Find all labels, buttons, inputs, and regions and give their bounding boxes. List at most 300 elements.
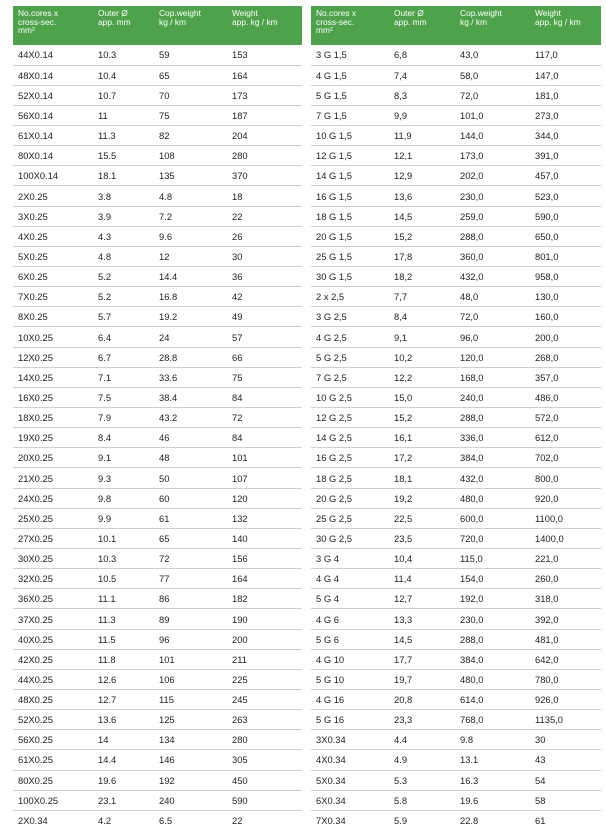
cell-weight: 204	[227, 126, 302, 146]
table-row	[13, 367, 302, 387]
header-weight: Weight app. kg / km	[227, 6, 302, 45]
cell-copper-weight: 22.8	[460, 815, 479, 827]
header-cores-cross-section: No.cores x cross-sec. mm²	[13, 6, 93, 45]
cell-outer-diameter: 7,4	[389, 65, 455, 85]
cell-copper-weight: 134	[154, 730, 227, 750]
cell-weight: 22	[227, 206, 302, 226]
table-row	[13, 186, 302, 206]
cell-outer-diameter: 15,2	[389, 226, 455, 246]
cell-copper-weight: 230,0	[455, 186, 530, 206]
header-weight: Weight app. kg / km	[530, 6, 601, 45]
cell-copper-weight: 600,0	[455, 508, 530, 528]
cell-cores-cross-section: 10X0.25	[13, 327, 93, 347]
cell-weight: 190	[227, 609, 302, 629]
cell-copper-weight: 43.2	[154, 408, 227, 428]
table-row	[13, 730, 302, 750]
table-row	[13, 589, 302, 609]
cell-cores-cross-section: 10 G 1,5	[311, 126, 389, 146]
cell-cores-cross-section: 48X0.25	[13, 690, 93, 710]
cell-outer-diameter: 5.3	[389, 770, 455, 790]
table-row	[13, 347, 302, 367]
cell-copper-weight: 38.4	[154, 387, 227, 407]
cell-copper-weight: 16.8	[154, 287, 227, 307]
cell-cores-cross-section: 3X0.34	[311, 730, 389, 750]
cell-weight: 211	[227, 649, 302, 669]
cell-outer-diameter: 4.9	[389, 750, 455, 770]
cell-weight: 1400,0	[530, 528, 601, 548]
cell-outer-diameter: 4.4	[389, 730, 455, 750]
cell-copper-weight: 14.4	[154, 267, 227, 287]
cell-cores-cross-section: 25 G 2,5	[311, 508, 389, 528]
cell-copper-weight: 120,0	[455, 347, 530, 367]
cell-cores-cross-section: 14 G 2,5	[311, 428, 389, 448]
cell-weight: 181,0	[530, 85, 601, 105]
cell-copper-weight: 480,0	[455, 669, 530, 689]
table-row	[13, 246, 302, 266]
cell-outer-diameter: 4.8	[93, 246, 154, 266]
cell-copper-weight: 106	[154, 669, 227, 689]
table-row	[311, 508, 601, 528]
cell-cores-cross-section: 3 G 1,5	[311, 45, 389, 65]
cell-cores-cross-section: 5X0.25	[13, 246, 93, 266]
cell-outer-diameter: 10.7	[93, 85, 154, 105]
cell-cores-cross-section: 5 G 1,5	[311, 85, 389, 105]
cell-cores-cross-section: 80X0.14	[13, 146, 93, 166]
table-row	[311, 790, 601, 810]
cell-copper-weight: 230,0	[455, 609, 530, 629]
cell-weight: 225	[227, 669, 302, 689]
cell-cores-cross-section: 4X0.34	[311, 750, 389, 770]
cell-copper-weight: 360,0	[455, 246, 530, 266]
cell-cores-cross-section: 12 G 1,5	[311, 146, 389, 166]
cell-weight: 36	[227, 267, 302, 287]
cell-cores-cross-section: 12 G 2,5	[311, 408, 389, 428]
cell-outer-diameter: 23,5	[389, 528, 455, 548]
cell-copper-weight: 614,0	[455, 690, 530, 710]
cell-outer-diameter: 5.9	[394, 815, 408, 827]
cell-cores-cross-section: 14 G 1,5	[311, 166, 389, 186]
cell-weight: 173	[227, 85, 302, 105]
table-row	[311, 690, 601, 710]
cell-weight: 26	[227, 226, 302, 246]
cell-copper-weight: 72	[154, 549, 227, 569]
cell-outer-diameter: 7,7	[389, 287, 455, 307]
table-row	[311, 246, 601, 266]
table-row	[13, 690, 302, 710]
cell-copper-weight: 48,0	[455, 287, 530, 307]
cell-copper-weight: 12	[154, 246, 227, 266]
cell-outer-diameter: 10.3	[93, 549, 154, 569]
cell-weight: 263	[227, 710, 302, 730]
cell-copper-weight: 6.5	[159, 815, 173, 827]
cell-weight: 780,0	[530, 669, 601, 689]
cell-cores-cross-section: 16 G 2,5	[311, 448, 389, 468]
cell-copper-weight: 202,0	[455, 166, 530, 186]
cell-copper-weight: 59	[154, 45, 227, 65]
table-row	[311, 770, 601, 790]
table-body-right	[311, 45, 601, 830]
table-row	[13, 710, 302, 730]
cell-weight: 84	[227, 387, 302, 407]
cell-outer-diameter: 10.3	[93, 45, 154, 65]
cell-copper-weight: 72,0	[455, 85, 530, 105]
table-row	[311, 649, 601, 669]
cell-outer-diameter: 11,9	[389, 126, 455, 146]
cell-cores-cross-section: 100X0.25	[13, 790, 93, 810]
cell-outer-diameter: 12,2	[389, 367, 455, 387]
cell-copper-weight: 60	[154, 488, 227, 508]
cell-copper-weight: 480,0	[455, 488, 530, 508]
cell-copper-weight: 65	[154, 528, 227, 548]
table-row	[13, 810, 302, 830]
header-copper-weight: Cop.weight kg / km	[154, 6, 227, 45]
cell-cores-cross-section: 40X0.25	[13, 629, 93, 649]
table-row	[311, 307, 601, 327]
cell-copper-weight: 75	[154, 105, 227, 125]
cell-outer-diameter: 14,5	[389, 206, 455, 226]
cell-cores-cross-section: 4 G 16	[311, 690, 389, 710]
cell-weight: 486,0	[530, 387, 601, 407]
cell-outer-diameter: 19,7	[389, 669, 455, 689]
cell-copper-weight: 336,0	[455, 428, 530, 448]
cell-cores-cross-section: 18X0.25	[13, 408, 93, 428]
cell-cores-cross-section: 20 G 2,5	[311, 488, 389, 508]
cell-weight: 457,0	[530, 166, 601, 186]
cell-weight: 800,0	[530, 468, 601, 488]
cell-copper-weight: 82	[154, 126, 227, 146]
cell-outer-diameter: 23,3	[389, 710, 455, 730]
cell-outer-diameter: 14,5	[389, 629, 455, 649]
cell-outer-diameter: 6.4	[93, 327, 154, 347]
table-row	[13, 85, 302, 105]
cell-cores-cross-section: 4 G 6	[311, 609, 389, 629]
cell-cores-cross-section: 37X0.25	[13, 609, 93, 629]
cell-outer-diameter: 12,9	[389, 166, 455, 186]
cell-cores-cross-section: 30 G 2,5	[311, 528, 389, 548]
table-row	[13, 448, 302, 468]
cell-copper-weight: 135	[154, 166, 227, 186]
table-row	[311, 45, 601, 65]
table-row	[311, 810, 601, 830]
cell-copper-weight: 50	[154, 468, 227, 488]
cell-outer-diameter: 9.1	[93, 448, 154, 468]
table-row	[13, 549, 302, 569]
cell-copper-weight: 144,0	[455, 126, 530, 146]
cell-weight: 280	[227, 730, 302, 750]
cell-cores-cross-section: 14X0.25	[13, 367, 93, 387]
cable-table-right	[311, 6, 601, 830]
cell-copper-weight: 61	[154, 508, 227, 528]
cell-outer-diameter: 19,2	[389, 488, 455, 508]
cell-copper-weight: 70	[154, 85, 227, 105]
cell-outer-diameter: 12,7	[389, 589, 455, 609]
table-row	[311, 186, 601, 206]
table-row	[13, 629, 302, 649]
cell-cores-cross-section: 4 G 2,5	[311, 327, 389, 347]
cell-weight: 72	[227, 408, 302, 428]
table-row	[13, 146, 302, 166]
cell-outer-diameter: 22,5	[389, 508, 455, 528]
cell-weight: 66	[227, 347, 302, 367]
cell-cores-cross-section: 5 G 6	[311, 629, 389, 649]
cell-weight: 612,0	[530, 428, 601, 448]
cell-cores-cross-section: 80X0.25	[13, 770, 93, 790]
cell-cores-cross-section: 16 G 1,5	[311, 186, 389, 206]
table-row	[311, 629, 601, 649]
cell-weight: 221,0	[530, 549, 601, 569]
table-row	[311, 347, 601, 367]
cell-cores-cross-section: 7 G 1,5	[311, 105, 389, 125]
cell-cores-cross-section: 61X0.25	[13, 750, 93, 770]
cell-cores-cross-section: 7X0.25	[13, 287, 93, 307]
cell-copper-weight: 154,0	[455, 569, 530, 589]
cell-cores-cross-section: 52X0.14	[13, 85, 93, 105]
cell-cores-cross-section: 20 G 1,5	[311, 226, 389, 246]
cell-copper-weight: 115,0	[455, 549, 530, 569]
cell-weight: 130,0	[530, 287, 601, 307]
cell-weight: 147,0	[530, 65, 601, 85]
cell-copper-weight: 24	[154, 327, 227, 347]
table-row	[13, 226, 302, 246]
cell-weight: 344,0	[530, 126, 601, 146]
cell-outer-diameter: 10.1	[93, 528, 154, 548]
table-row	[13, 408, 302, 428]
table-row	[311, 408, 601, 428]
cell-outer-diameter: 12.6	[93, 669, 154, 689]
cell-outer-diameter: 15,0	[389, 387, 455, 407]
cell-weight: 22	[232, 815, 243, 827]
table-row	[13, 166, 302, 186]
cell-weight: 30	[530, 730, 601, 750]
table-row	[13, 105, 302, 125]
table-row	[311, 589, 601, 609]
table-row	[13, 267, 302, 287]
cell-outer-diameter: 9.8	[93, 488, 154, 508]
cell-weight: 370	[227, 166, 302, 186]
cell-cores-cross-section: 7 G 2,5	[311, 367, 389, 387]
cell-cores-cross-section: 4 G 1,5	[311, 65, 389, 85]
cell-copper-weight: 384,0	[455, 649, 530, 669]
cell-copper-weight: 72,0	[455, 307, 530, 327]
cell-weight: 75	[227, 367, 302, 387]
table-row	[311, 287, 601, 307]
cell-outer-diameter: 13,6	[389, 186, 455, 206]
table-row	[311, 226, 601, 246]
cell-cores-cross-section: 25X0.25	[13, 508, 93, 528]
cell-weight: 392,0	[530, 609, 601, 629]
table-row	[311, 549, 601, 569]
table-row	[311, 85, 601, 105]
cell-outer-diameter: 8,4	[389, 307, 455, 327]
cell-cores-cross-section: 21X0.25	[13, 468, 93, 488]
cell-weight: 318,0	[530, 589, 601, 609]
cell-cores-cross-section: 4 G 4	[311, 569, 389, 589]
cell-copper-weight: 9.8	[455, 730, 530, 750]
cell-weight: 702,0	[530, 448, 601, 468]
cell-weight: 572,0	[530, 408, 601, 428]
cell-outer-diameter: 9.3	[93, 468, 154, 488]
cell-copper-weight: 7.2	[154, 206, 227, 226]
cell-cores-cross-section: 8X0.25	[13, 307, 93, 327]
cell-copper-weight: 146	[154, 750, 227, 770]
cell-outer-diameter: 18.1	[93, 166, 154, 186]
cell-copper-weight: 720,0	[455, 528, 530, 548]
cell-copper-weight: 240,0	[455, 387, 530, 407]
cell-weight: 590,0	[530, 206, 601, 226]
cell-outer-diameter: 17,7	[389, 649, 455, 669]
cell-cores-cross-section: 30 G 1,5	[311, 267, 389, 287]
header-outer-diameter: Outer Ø app. mm	[389, 6, 455, 45]
cell-cores-cross-section: 52X0.25	[13, 710, 93, 730]
cell-copper-weight: 125	[154, 710, 227, 730]
cell-outer-diameter: 12,1	[389, 146, 455, 166]
cell-copper-weight: 89	[154, 609, 227, 629]
table-row	[311, 105, 601, 125]
table-row	[13, 528, 302, 548]
cell-copper-weight: 432,0	[455, 468, 530, 488]
cell-outer-diameter: 10.4	[93, 65, 154, 85]
cell-outer-diameter: 15,2	[389, 408, 455, 428]
table-row	[311, 65, 601, 85]
table-row	[13, 488, 302, 508]
cell-copper-weight: 58,0	[455, 65, 530, 85]
cell-outer-diameter: 11.3	[93, 609, 154, 629]
cell-outer-diameter: 8.4	[93, 428, 154, 448]
cell-weight: 61	[535, 815, 546, 827]
table-row	[311, 528, 601, 548]
cell-cores-cross-section: 44X0.25	[13, 669, 93, 689]
cell-weight: 481,0	[530, 629, 601, 649]
cell-weight: 958,0	[530, 267, 601, 287]
cell-copper-weight: 33.6	[154, 367, 227, 387]
cell-weight: 650,0	[530, 226, 601, 246]
cell-cores-cross-section: 18 G 2,5	[311, 468, 389, 488]
cell-outer-diameter: 5.7	[93, 307, 154, 327]
cell-copper-weight: 192,0	[455, 589, 530, 609]
cell-copper-weight: 28.8	[154, 347, 227, 367]
cell-outer-diameter: 17,2	[389, 448, 455, 468]
table-row	[311, 267, 601, 287]
cell-copper-weight: 288,0	[455, 629, 530, 649]
cell-outer-diameter: 14.4	[93, 750, 154, 770]
cell-outer-diameter: 17,8	[389, 246, 455, 266]
table-row	[13, 649, 302, 669]
cell-outer-diameter: 20,8	[389, 690, 455, 710]
cell-cores-cross-section: 16X0.25	[13, 387, 93, 407]
table-row	[311, 428, 601, 448]
cell-weight: 280	[227, 146, 302, 166]
table-row	[13, 327, 302, 347]
cell-weight: 30	[227, 246, 302, 266]
cell-cores-cross-section: 36X0.25	[13, 589, 93, 609]
cell-weight: 1100,0	[530, 508, 601, 528]
cell-outer-diameter: 8,3	[389, 85, 455, 105]
table-row	[311, 488, 601, 508]
cell-cores-cross-section: 27X0.25	[13, 528, 93, 548]
cell-weight: 156	[227, 549, 302, 569]
cell-cores-cross-section: 7X0.34	[316, 815, 346, 827]
table-row	[311, 327, 601, 347]
table-row	[311, 569, 601, 589]
table-row	[311, 669, 601, 689]
cell-weight: 160,0	[530, 307, 601, 327]
table-row	[311, 206, 601, 226]
cell-outer-diameter: 6,8	[389, 45, 455, 65]
cell-weight: 200,0	[530, 327, 601, 347]
cell-cores-cross-section: 2 x 2,5	[311, 287, 389, 307]
cell-cores-cross-section: 3 G 2,5	[311, 307, 389, 327]
table-row	[311, 126, 601, 146]
cell-copper-weight: 115	[154, 690, 227, 710]
cell-copper-weight: 77	[154, 569, 227, 589]
cell-weight: 18	[227, 186, 302, 206]
cell-outer-diameter: 14	[93, 730, 154, 750]
cell-copper-weight: 101	[154, 649, 227, 669]
cell-copper-weight: 4.8	[154, 186, 227, 206]
cell-copper-weight: 432,0	[455, 267, 530, 287]
table-row	[13, 609, 302, 629]
cell-cores-cross-section: 5 G 10	[311, 669, 389, 689]
cell-weight: 642,0	[530, 649, 601, 669]
cell-weight: 391,0	[530, 146, 601, 166]
table-row	[311, 750, 601, 770]
cell-weight: 926,0	[530, 690, 601, 710]
cell-cores-cross-section: 42X0.25	[13, 649, 93, 669]
cell-cores-cross-section: 44X0.14	[13, 45, 93, 65]
cell-copper-weight: 108	[154, 146, 227, 166]
table-row	[13, 387, 302, 407]
table-header-row	[311, 6, 601, 45]
header-copper-weight: Cop.weight kg / km	[455, 6, 530, 45]
cell-outer-diameter: 18,1	[389, 468, 455, 488]
cell-weight: 273,0	[530, 105, 601, 125]
table-row	[13, 126, 302, 146]
cell-weight: 153	[227, 45, 302, 65]
cell-outer-diameter: 9.9	[93, 508, 154, 528]
cell-copper-weight: 768,0	[455, 710, 530, 730]
cell-weight: 120	[227, 488, 302, 508]
cell-weight: 357,0	[530, 367, 601, 387]
cell-cores-cross-section: 18 G 1,5	[311, 206, 389, 226]
cell-weight: 132	[227, 508, 302, 528]
table-row	[311, 448, 601, 468]
table-row	[311, 367, 601, 387]
cell-outer-diameter: 11,4	[389, 569, 455, 589]
cell-outer-diameter: 4.2	[98, 815, 112, 827]
cell-outer-diameter: 9,1	[389, 327, 455, 347]
cell-weight: 117,0	[530, 45, 601, 65]
cell-copper-weight: 192	[154, 770, 227, 790]
cell-weight: 164	[227, 65, 302, 85]
cell-weight: 54	[530, 770, 601, 790]
table-row	[13, 569, 302, 589]
cell-outer-diameter: 9,9	[389, 105, 455, 125]
cell-cores-cross-section: 19X0.25	[13, 428, 93, 448]
cell-cores-cross-section: 2X0.34	[18, 815, 48, 827]
cell-weight: 58	[530, 790, 601, 810]
table-row	[311, 166, 601, 186]
cell-outer-diameter: 13,3	[389, 609, 455, 629]
cell-copper-weight: 65	[154, 65, 227, 85]
cell-cores-cross-section: 61X0.14	[13, 126, 93, 146]
cell-outer-diameter: 23.1	[93, 790, 154, 810]
cell-weight: 1135,0	[530, 710, 601, 730]
table-row	[311, 387, 601, 407]
cell-copper-weight: 259,0	[455, 206, 530, 226]
cell-copper-weight: 168,0	[455, 367, 530, 387]
cell-outer-diameter: 5.2	[93, 287, 154, 307]
cell-outer-diameter: 11.5	[93, 629, 154, 649]
